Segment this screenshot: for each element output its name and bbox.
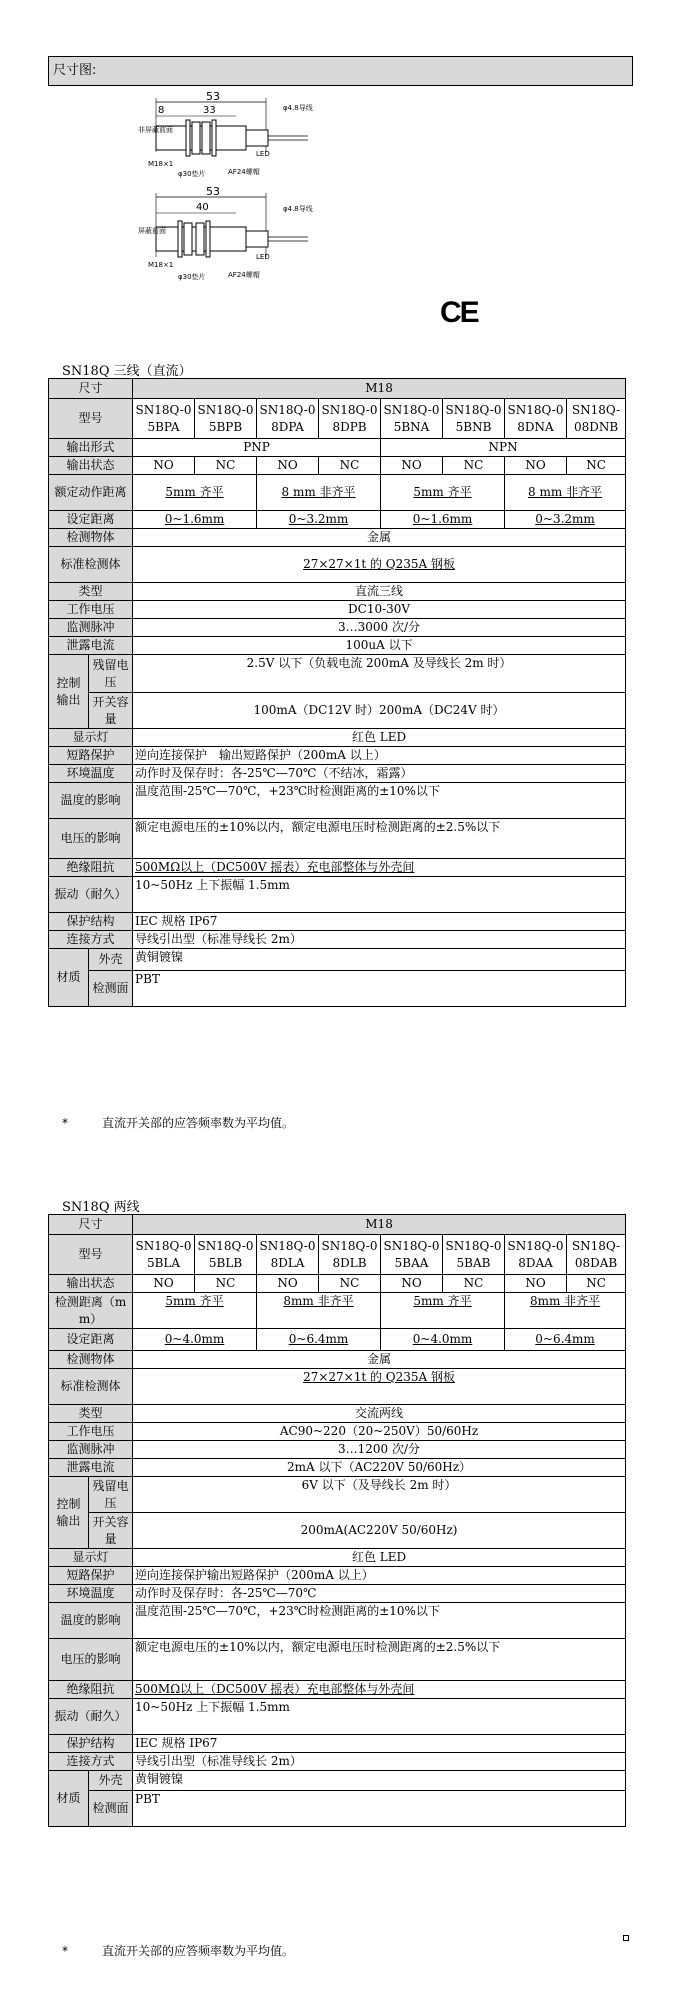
leak-current-value: 2mA 以下（AC220V 50/60Hz）: [133, 1459, 626, 1477]
model-cell: SN18Q-05BLA: [133, 1235, 195, 1275]
type-label: 类型: [49, 583, 133, 601]
switch-capacity-label: 开关容量: [89, 1513, 133, 1549]
short-protect-label: 短路保护: [49, 747, 133, 765]
rated-distance-label: 额定动作距离: [49, 475, 133, 511]
thread-length-label: 33: [203, 105, 216, 116]
connection-label: 连接方式: [49, 1753, 133, 1771]
pulse-label: 监测脉冲: [49, 619, 133, 637]
voltage-value: AC90~220（20~250V）50/60Hz: [133, 1423, 626, 1441]
voltage-label: 工作电压: [49, 601, 133, 619]
protection-value: IEC 规格 IP67: [133, 913, 626, 931]
output-state-cell: NO: [257, 1275, 319, 1293]
spec-table-two-wire: [48, 1214, 626, 1827]
set-distance-cell: 0~6.4mm: [505, 1329, 626, 1351]
temp-effect-label: 温度的影响: [49, 783, 133, 819]
footnote-marker: *: [62, 1944, 68, 1958]
standard-object-label: 标准检测体: [49, 547, 133, 583]
connection-label: 连接方式: [49, 931, 133, 949]
output-state-cell: NO: [505, 457, 567, 475]
thread-length-label: 40: [196, 202, 209, 213]
protection-label: 保护结构: [49, 1735, 133, 1753]
model-cell: SN18Q-05BPA: [133, 399, 195, 439]
control-output-label: 控制输出: [49, 655, 89, 729]
model-cell: SN18Q-08DPB: [319, 399, 381, 439]
output-state-cell: NC: [443, 1275, 505, 1293]
size-label: 尺寸: [49, 379, 133, 399]
dimension-drawing-header: 尺寸图:: [48, 56, 633, 86]
model-cell: SN18Q-05BAA: [381, 1235, 443, 1275]
unthreaded-length-label: 8: [158, 105, 165, 116]
non-shielded-sensor-drawing: [138, 92, 313, 178]
vibration-label: 振动（耐久）: [49, 877, 133, 913]
detect-object-value: 金属: [133, 529, 626, 547]
short-protect-value: 逆向连接保护输出短路保护（200mA 以上）: [133, 1567, 626, 1585]
washer-label: φ30垫片: [178, 273, 206, 281]
output-state-cell: NC: [567, 457, 626, 475]
residual-voltage-label: 残留电压: [89, 1477, 133, 1513]
output-state-cell: NC: [195, 1275, 257, 1293]
standard-object-label: 标准检测体: [49, 1369, 133, 1405]
model-label: 型号: [49, 1235, 133, 1275]
output-state-cell: NO: [381, 457, 443, 475]
voltage-label: 工作电压: [49, 1423, 133, 1441]
connection-value: 导线引出型（标准导线长 2m）: [133, 1753, 626, 1771]
output-state-cell: NO: [505, 1275, 567, 1293]
dimension-drawing: [138, 92, 398, 342]
model-cell: SN18Q-05BLB: [195, 1235, 257, 1275]
pulse-label: 监测脉冲: [49, 1441, 133, 1459]
detect-face-label: 检测面: [89, 1791, 133, 1827]
residual-voltage-value: 2.5V 以下（负载电流 200mA 及导线长 2m 时）: [133, 655, 626, 693]
pulse-value: 3…1200 次/分: [133, 1441, 626, 1459]
output-state-cell: NO: [381, 1275, 443, 1293]
ambient-temp-value: 动作时及保存时：各-25℃—70℃: [133, 1585, 626, 1603]
type-value: 交流两线: [133, 1405, 626, 1423]
leak-current-label: 泄露电流: [49, 637, 133, 655]
switch-capacity-value: 100mA（DC12V 时）200mA（DC24V 时）: [133, 693, 626, 729]
shell-value: 黄铜镀镍: [133, 1771, 626, 1791]
control-output-label: 控制输出: [49, 1477, 89, 1549]
detect-face-value: PBT: [133, 971, 626, 1007]
model-cell: SN18Q-05BAB: [443, 1235, 505, 1275]
shielded-sensor-drawing: [138, 185, 313, 281]
size-value: M18: [133, 1215, 626, 1235]
protection-value: IEC 规格 IP67: [133, 1735, 626, 1753]
footnote-text: 直流开关部的应答频率数为平均值。: [102, 1944, 295, 1958]
output-state-cell: NO: [257, 457, 319, 475]
indicator-value: 红色 LED: [133, 729, 626, 747]
table-end-marker: [623, 1935, 629, 1941]
ambient-temp-label: 环境温度: [49, 1585, 133, 1603]
leak-current-value: 100uA 以下: [133, 637, 626, 655]
voltage-effect-value: 额定电源电压的±10%以内，额定电源电压时检测距离的±2.5%以下: [133, 819, 626, 859]
output-state-label: 输出状态: [49, 1275, 133, 1293]
output-state-cell: NO: [133, 1275, 195, 1293]
nut-label: AF24螺帽: [228, 168, 260, 176]
led-label: LED: [256, 150, 270, 158]
model-cell: SN18Q-08DNB: [567, 399, 626, 439]
material-label: 材质: [49, 1771, 89, 1827]
lead-wire-label: φ4.8导线: [283, 104, 313, 112]
set-distance-cell: 0~3.2mm: [257, 511, 381, 529]
front-face-label: 屏蔽前面: [138, 227, 166, 235]
model-cell: SN18Q-05BNA: [381, 399, 443, 439]
front-face-label: 非屏蔽前面: [138, 126, 173, 134]
footnote-marker: *: [62, 1116, 68, 1130]
switch-capacity-label: 开关容量: [89, 693, 133, 729]
model-cell: SN18Q-08DPA: [257, 399, 319, 439]
model-cell: SN18Q-08DLA: [257, 1235, 319, 1275]
model-label: 型号: [49, 399, 133, 439]
ambient-temp-value: 动作时及保存时：各-25℃—70℃（不结冰，霜露）: [133, 765, 626, 783]
voltage-effect-label: 电压的影响: [49, 819, 133, 859]
overall-length-label: 53: [206, 92, 220, 103]
set-distance-cell: 0~1.6mm: [381, 511, 505, 529]
led-label: LED: [256, 253, 270, 261]
temp-effect-label: 温度的影响: [49, 1603, 133, 1639]
shell-value: 黄铜镀镍: [133, 949, 626, 971]
switch-capacity-value: 200mA(AC220V 50/60Hz): [133, 1513, 626, 1549]
residual-voltage-value: 6V 以下（及导线长 2m 时）: [133, 1477, 626, 1513]
voltage-effect-value: 额定电源电压的±10%以内，额定电源电压时检测距离的±2.5%以下: [133, 1639, 626, 1681]
indicator-label: 显示灯: [49, 729, 133, 747]
insulation-label: 绝缘阻抗: [49, 859, 133, 877]
thread-spec-label: M18×1: [148, 261, 174, 269]
rated-distance-cell: 5mm 齐平: [381, 475, 505, 511]
model-cell: SN18Q-05BPB: [195, 399, 257, 439]
type-value: 直流三线: [133, 583, 626, 601]
output-form-pnp: PNP: [133, 439, 381, 457]
set-distance-cell: 0~1.6mm: [133, 511, 257, 529]
detect-object-label: 检测物体: [49, 1351, 133, 1369]
temp-effect-value: 温度范围-25℃—70℃，+23℃时检测距离的±10%以下: [133, 1603, 626, 1639]
ce-mark-logo: CE: [440, 296, 478, 329]
insulation-value: 500MΩ以上（DC500V 摇表）充电部整体与外壳间: [133, 859, 626, 877]
footnote: [62, 1114, 294, 1131]
output-form-label: 输出形式: [49, 439, 133, 457]
detect-object-value: 金属: [133, 1351, 626, 1369]
model-cell: SN18Q-05BNB: [443, 399, 505, 439]
set-distance-label: 设定距离: [49, 1329, 133, 1351]
voltage-value: DC10-30V: [133, 601, 626, 619]
indicator-label: 显示灯: [49, 1549, 133, 1567]
model-cell: SN18Q-08DLB: [319, 1235, 381, 1275]
set-distance-cell: 0~3.2mm: [505, 511, 626, 529]
detect-distance-cell: 5mm 齐平: [381, 1293, 505, 1329]
output-state-cell: NC: [443, 457, 505, 475]
output-state-label: 输出状态: [49, 457, 133, 475]
temp-effect-value: 温度范围-25℃—70℃，+23℃时检测距离的±10%以下: [133, 783, 626, 819]
insulation-label: 绝缘阻抗: [49, 1681, 133, 1699]
output-form-npn: NPN: [381, 439, 626, 457]
short-protect-label: 短路保护: [49, 1567, 133, 1585]
rated-distance-cell: 5mm 齐平: [133, 475, 257, 511]
shell-label: 外壳: [89, 1771, 133, 1791]
residual-voltage-label: 残留电压: [89, 655, 133, 693]
detect-face-value: PBT: [133, 1791, 626, 1827]
nut-label: AF24螺帽: [228, 271, 260, 279]
leak-current-label: 泄露电流: [49, 1459, 133, 1477]
detect-distance-label: 检测距离（mm）: [49, 1293, 133, 1329]
vibration-label: 振动（耐久）: [49, 1699, 133, 1735]
connection-value: 导线引出型（标准导线长 2m）: [133, 931, 626, 949]
output-state-cell: NO: [133, 457, 195, 475]
thread-spec-label: M18×1: [148, 160, 174, 168]
model-cell: SN18Q-08DAB: [567, 1235, 626, 1275]
shell-label: 外壳: [89, 949, 133, 971]
pulse-value: 3…3000 次/分: [133, 619, 626, 637]
insulation-value: 500MΩ以上（DC500V 摇表）充电部整体与外壳间: [133, 1681, 626, 1699]
ambient-temp-label: 环境温度: [49, 765, 133, 783]
set-distance-label: 设定距离: [49, 511, 133, 529]
table-title: SN18Q 两线: [62, 1200, 140, 1215]
model-cell: SN18Q-08DAA: [505, 1235, 567, 1275]
indicator-value: 红色 LED: [133, 1549, 626, 1567]
vibration-value: 10~50Hz 上下振幅 1.5mm: [133, 877, 626, 913]
spec-table-three-wire: [48, 378, 626, 1007]
footnote: [62, 1942, 294, 1959]
size-value: M18: [133, 379, 626, 399]
rated-distance-cell: 8 mm 非齐平: [505, 475, 626, 511]
rated-distance-cell: 8 mm 非齐平: [257, 475, 381, 511]
size-label: 尺寸: [49, 1215, 133, 1235]
detect-object-label: 检测物体: [49, 529, 133, 547]
overall-length-label: 53: [206, 185, 220, 198]
protection-label: 保护结构: [49, 913, 133, 931]
set-distance-cell: 0~6.4mm: [257, 1329, 381, 1351]
model-cell: SN18Q-08DNA: [505, 399, 567, 439]
table-title: SN18Q 三线（直流）: [62, 364, 192, 379]
footnote-text: 直流开关部的应答频率数为平均值。: [102, 1116, 295, 1130]
output-state-cell: NC: [319, 1275, 381, 1293]
vibration-value: 10~50Hz 上下振幅 1.5mm: [133, 1699, 626, 1735]
set-distance-cell: 0~4.0mm: [133, 1329, 257, 1351]
type-label: 类型: [49, 1405, 133, 1423]
voltage-effect-label: 电压的影响: [49, 1639, 133, 1681]
output-state-cell: NC: [319, 457, 381, 475]
detect-distance-cell: 8mm 非齐平: [257, 1293, 381, 1329]
output-state-cell: NC: [195, 457, 257, 475]
detect-face-label: 检测面: [89, 971, 133, 1007]
short-protect-value: 逆向连接保护 输出短路保护（200mA 以上）: [133, 747, 626, 765]
lead-wire-label: φ4.8导线: [283, 205, 313, 213]
material-label: 材质: [49, 949, 89, 1007]
standard-object-value: 27×27×1t 的 Q235A 钢板: [133, 547, 626, 583]
standard-object-value: 27×27×1t 的 Q235A 钢板: [133, 1369, 626, 1405]
detect-distance-cell: 8mm 非齐平: [505, 1293, 626, 1329]
washer-label: φ30垫片: [178, 170, 206, 178]
detect-distance-cell: 5mm 齐平: [133, 1293, 257, 1329]
set-distance-cell: 0~4.0mm: [381, 1329, 505, 1351]
output-state-cell: NC: [567, 1275, 626, 1293]
